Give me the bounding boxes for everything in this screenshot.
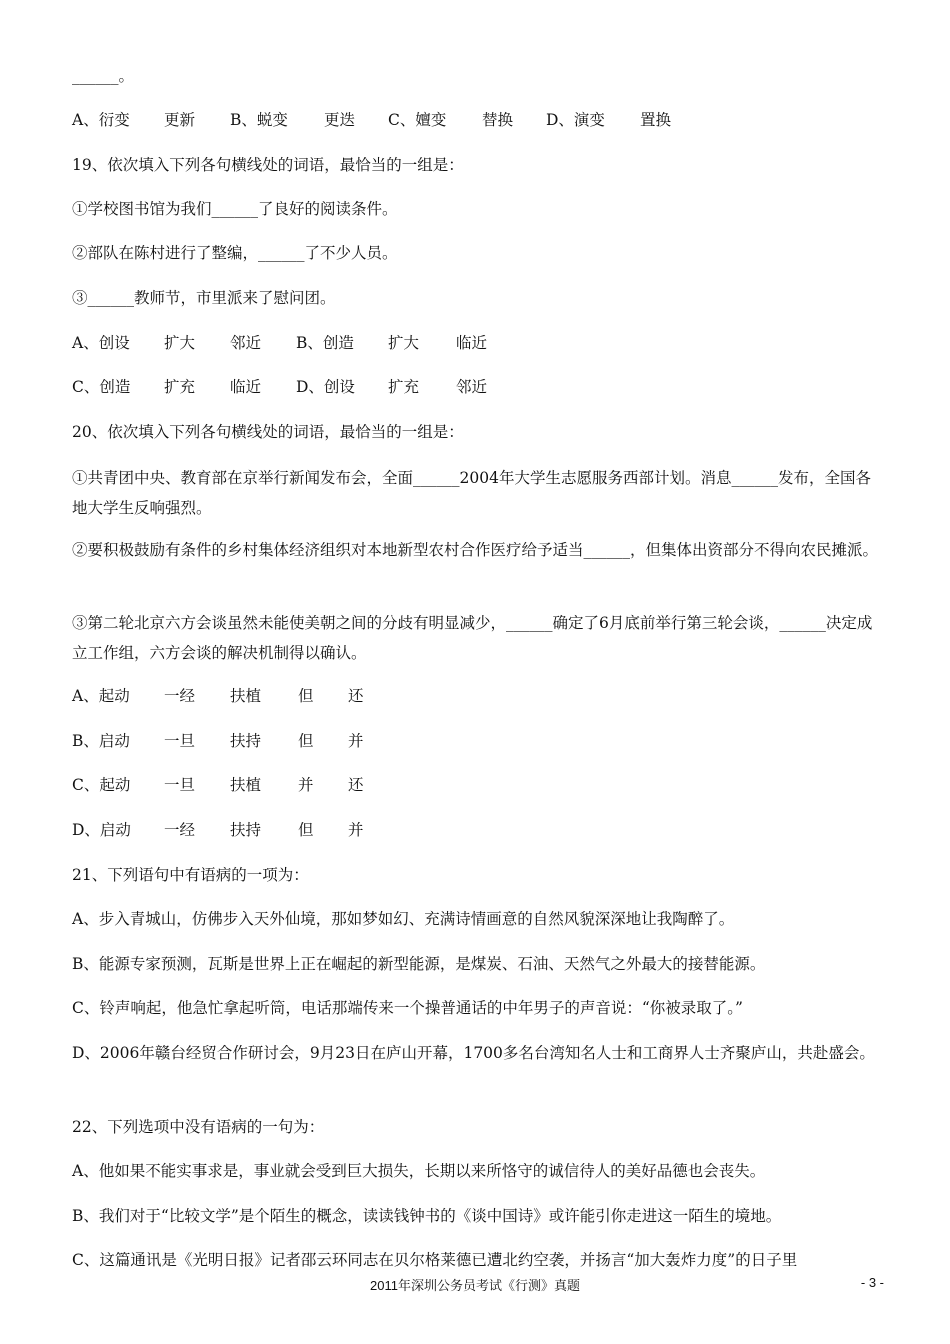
- option-cell: 扶植: [230, 776, 262, 794]
- footer-title: 2011年深圳公务员考试《行测》真题: [370, 1278, 580, 1293]
- option-cell: 扩大: [164, 334, 196, 352]
- option-cell: 并: [348, 732, 364, 750]
- option-cell: D、演变: [546, 111, 605, 129]
- question-19: 19、依次填入下列各句横线处的词语，最恰当的一组是：: [72, 156, 464, 174]
- option-cell: D、启动: [72, 821, 131, 839]
- q22-option-a: A、他如果不能实事求是，事业就会受到巨大损失，长期以来所恪守的诚信待人的美好品德也会丧失。: [72, 1162, 766, 1180]
- q19-options-row-2: [72, 375, 880, 399]
- q20-option-d: [72, 818, 880, 842]
- page-number: - 3 -: [860, 1275, 884, 1290]
- option-cell: 置换: [640, 111, 672, 129]
- q21-option-d: D、2006年赣台经贸合作研讨会，9月23日在庐山开幕，1700多名台湾知名人士和工商界人士齐聚庐山，共赴盛会。: [72, 1044, 875, 1062]
- q19-sentence-2: ②部队在陈村进行了整编，______了不少人员。: [72, 244, 398, 262]
- option-cell: 邻近: [230, 334, 262, 352]
- q19-options-row-1: [72, 331, 880, 355]
- q19-sentence-1: ①学校图书馆为我们______了良好的阅读条件。: [72, 200, 398, 218]
- q21-option-c: C、铃声响起，他急忙拿起听筒，电话那端传来一个操普通话的中年男子的声音说：“你被录取了。”: [72, 999, 743, 1017]
- option-cell: B、蜕变: [230, 111, 288, 129]
- question-21: 21、下列语句中有语病的一项为：: [72, 866, 309, 884]
- q18-options: [72, 108, 880, 132]
- option-cell: 临近: [456, 334, 488, 352]
- q20-option-b: [72, 729, 880, 753]
- q22-option-b: B、我们对于“比较文学”是个陌生的概念，读读钱钟书的《谈中国诗》或许能引你走进这一陌生的境地。: [72, 1207, 782, 1225]
- option-cell: A、起动: [72, 687, 130, 705]
- option-cell: 但: [298, 732, 314, 750]
- option-cell: 扩充: [388, 378, 420, 396]
- q20-sentence-3: ③第二轮北京六方会谈虽然未能使美朝之间的分歧有明显减少，______确定了6月底前举行第三轮会谈，______决定成立工作组，六方会谈的解决机制得以确认。: [72, 614, 873, 662]
- option-cell: 一旦: [164, 776, 196, 794]
- q20-sentence-2: ②要积极鼓励有条件的乡村集体经济组织对本地新型农村合作医疗给予适当______，但集体出资部分不得向农民摊派。: [72, 541, 879, 559]
- option-cell: B、创造: [296, 334, 354, 352]
- option-cell: 扶植: [230, 687, 262, 705]
- option-cell: 并: [298, 776, 314, 794]
- q20-option-c: [72, 773, 880, 797]
- option-cell: 一旦: [164, 732, 196, 750]
- question-20: 20、依次填入下列各句横线处的词语，最恰当的一组是：: [72, 423, 464, 441]
- question-22: 22、下列选项中没有语病的一句为：: [72, 1118, 325, 1136]
- option-cell: A、创设: [72, 334, 130, 352]
- q21-option-a: A、步入青城山，仿佛步入天外仙境，那如梦如幻、充满诗情画意的自然风貌深深地让我陶醉了。: [72, 910, 735, 928]
- option-cell: 但: [298, 687, 314, 705]
- option-cell: C、嬗变: [388, 111, 447, 129]
- option-cell: 一经: [164, 687, 196, 705]
- option-cell: C、起动: [72, 776, 131, 794]
- option-cell: 替换: [482, 111, 514, 129]
- option-cell: A、衍变: [72, 111, 130, 129]
- option-cell: 还: [348, 776, 364, 794]
- q22-option-c: C、这篇通讯是《光明日报》记者邵云环同志在贝尔格莱德已遭北约空袭，并扬言“加大轰炸力度”的日子里: [72, 1251, 798, 1269]
- option-cell: 扩大: [388, 334, 420, 352]
- option-cell: B、启动: [72, 732, 130, 750]
- option-cell: 更迭: [324, 111, 356, 129]
- option-cell: 邻近: [456, 378, 488, 396]
- q20-sentence-1: ①共青团中央、教育部在京举行新闻发布会，全面______2004年大学生志愿服务西部计划。消息______发布，全国各地大学生反响强烈。: [72, 469, 871, 517]
- option-cell: 更新: [164, 111, 196, 129]
- option-cell: D、创设: [296, 378, 355, 396]
- option-cell: 还: [348, 687, 364, 705]
- q20-option-a: [72, 684, 880, 708]
- option-cell: 扶持: [230, 732, 262, 750]
- option-cell: 扩充: [164, 378, 196, 396]
- option-cell: 并: [348, 821, 364, 839]
- option-cell: C、创造: [72, 378, 131, 396]
- q19-sentence-3: ③______教师节，市里派来了慰问团。: [72, 289, 336, 307]
- option-cell: 一经: [164, 821, 196, 839]
- option-cell: 扶持: [230, 821, 262, 839]
- q21-option-b: B、能源专家预测，瓦斯是世界上正在崛起的新型能源，是煤炭、石油、天然气之外最大的接替能源。: [72, 955, 766, 973]
- option-cell: 临近: [230, 378, 262, 396]
- prev-question-tail: ______。: [72, 67, 135, 85]
- option-cell: 但: [298, 821, 314, 839]
